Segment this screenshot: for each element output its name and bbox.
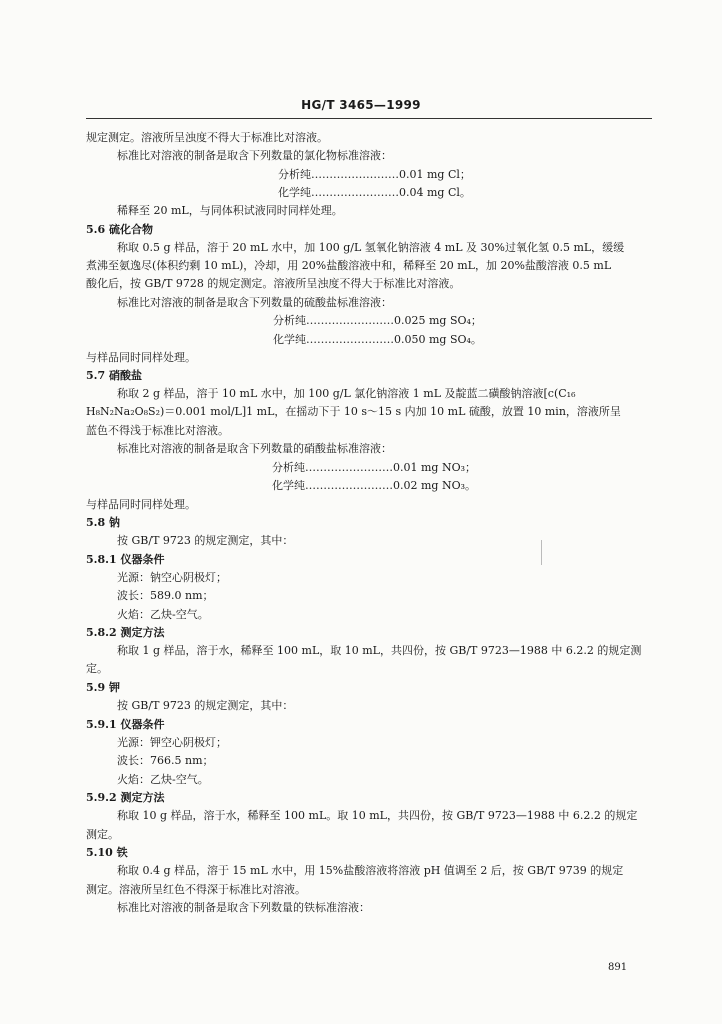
text-line: 标准比对溶液的制备是取含下列数量的铁标准溶液：: [117, 901, 370, 914]
text-line: 火焰：乙炔-空气。: [117, 773, 209, 786]
section-heading: 5.9.2 测定方法: [86, 791, 165, 804]
section-heading: 5.10 铁: [86, 846, 128, 859]
text-line: 分析纯……………………0.01 mg NO₃；: [272, 461, 477, 474]
header-rule: [86, 118, 652, 119]
section-heading: 5.9.1 仪器条件: [86, 718, 165, 731]
section-heading: 5.8 钠: [86, 516, 120, 529]
text-line: 称取 0.4 g 样品，溶于 15 mL 水中，用 15%盐酸溶液将溶液 pH 值调至 2 后，按 GB/T 9739 的规定: [117, 864, 624, 877]
section-heading: 5.7 硝酸盐: [86, 369, 142, 382]
text-line: 称取 2 g 样品，溶于 10 mL 水中，加 100 g/L 氯化钠溶液 1 mL 及靛蓝二磺酸钠溶液[c(C₁₆: [117, 387, 576, 400]
text-line: 化学纯……………………0.050 mg SO₄。: [273, 333, 482, 346]
text-line: 测定。溶液所呈红色不得深于标准比对溶液。: [86, 883, 306, 896]
section-heading: 5.8.1 仪器条件: [86, 553, 165, 566]
section-heading: 5.6 硫化合物: [86, 223, 153, 236]
text-line: 按 GB/T 9723 的规定测定，其中：: [117, 534, 294, 547]
text-line: 化学纯……………………0.02 mg NO₃。: [272, 479, 477, 492]
text-line: 火焰：乙炔-空气。: [117, 608, 209, 621]
text-line: 化学纯……………………0.04 mg Cl。: [278, 186, 471, 199]
text-line: 测定。: [86, 828, 119, 841]
text-line: 稀释至 20 mL，与同体积试液同时同样处理。: [117, 204, 343, 217]
text-line: 定。: [86, 662, 108, 675]
text-line: 光源：钠空心阴极灯；: [117, 571, 227, 584]
text-line: 酸化后，按 GB/T 9728 的规定测定。溶液所呈浊度不得大于标准比对溶液。: [86, 277, 461, 290]
scan-mark: [541, 540, 542, 565]
text-line: 标准比对溶液的制备是取含下列数量的硝酸盐标准溶液：: [117, 442, 392, 455]
page-header: HG/T 3465—1999: [301, 98, 421, 112]
text-line: 标准比对溶液的制备是取含下列数量的氯化物标准溶液：: [117, 149, 392, 162]
text-line: 分析纯……………………0.01 mg Cl；: [278, 168, 471, 181]
text-line: 称取 0.5 g 样品，溶于 20 mL 水中，加 100 g/L 氢氧化钠溶液 4 mL 及 30%过氧化氢 0.5 mL，缓缓: [117, 241, 625, 254]
text-line: 波长：589.0 nm；: [117, 589, 214, 602]
text-line: 标准比对溶液的制备是取含下列数量的硫酸盐标准溶液：: [117, 296, 392, 309]
text-line: 称取 1 g 样品，溶于水，稀释至 100 mL，取 10 mL，共四份，按 GB/T 9723—1988 中 6.2.2 的规定测: [117, 644, 642, 657]
text-line: 分析纯……………………0.025 mg SO₄；: [273, 314, 482, 327]
text-line: 规定测定。溶液所呈浊度不得大于标准比对溶液。: [86, 131, 328, 144]
section-heading: 5.9 钾: [86, 681, 120, 694]
text-line: 与样品同时同样处理。: [86, 498, 196, 511]
text-line: 与样品同时同样处理。: [86, 351, 196, 364]
text-line: 称取 10 g 样品，溶于水，稀释至 100 mL。取 10 mL，共四份，按 GB/T 9723—1988 中 6.2.2 的规定: [117, 809, 638, 822]
text-line: 光源：钾空心阴极灯；: [117, 736, 227, 749]
page-number: 891: [608, 962, 628, 973]
text-line: 波长：766.5 nm；: [117, 754, 214, 767]
text-line: 蓝色不得浅于标准比对溶液。: [86, 424, 229, 437]
section-heading: 5.8.2 测定方法: [86, 626, 165, 639]
text-line: H₈N₂Na₂O₈S₂)＝0.001 mol/L]1 mL，在摇动下于 10 s～15 s 内加 10 mL 硫酸，放置 10 min，溶液所呈: [86, 405, 621, 418]
text-line: 煮沸至氨逸尽(体积约剩 10 mL)，冷却，用 20%盐酸溶液中和，稀释至 20 mL，加 20%盐酸溶液 0.5 mL: [86, 259, 612, 272]
text-line: 按 GB/T 9723 的规定测定，其中：: [117, 699, 294, 712]
